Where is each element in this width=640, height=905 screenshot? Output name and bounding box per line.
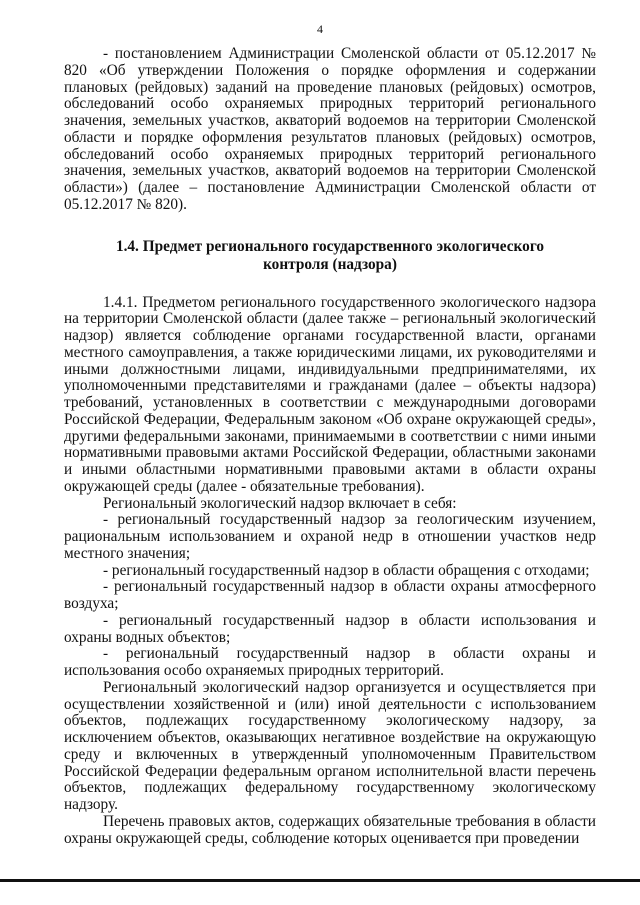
paragraph-organization: Региональный экологический надзор организуется и осуществляется при осуществлении хозяйственной и (или) иной деятельности с использованием объектов, подлежащих государственному экологическому надзору, за исключением объектов, оказывающих негативное воздействие на окружающую среду и включенных в утвержденный уполномоченным Правительством Российской Федерации федеральным органом исполнительной власти перечень объектов, подлежащих федеральному государственному экологическому надзору. (64, 678, 596, 813)
section-heading: 1.4. Предмет регионального государственного экологического контроля (надзора) (115, 237, 545, 273)
page-number: 4 (317, 22, 323, 36)
bottom-rule (0, 879, 640, 882)
list-item-air: - региональный государственный надзор в области охраны атмосферного воздуха; (64, 578, 596, 612)
intro-paragraph: - постановлением Администрации Смоленской области от 05.12.2017 № 820 «Об утверждении Положения о порядке оформления и содержании плановых (рейдовых) заданий на проведение плановых (рейдовых) осмотров, обследований особо охраняемых природных территорий регионального значения, земельных участков, акваторий водоемов на территории Смоленской области и порядке оформления результатов плановых (рейдовых) осмотров, обследований особо охраняемых природных территорий регионального значения, земельных участков, акваторий водоемов на территории Смоленской области») (далее – постановление Администрации Смоленской области от 05.12.2017 № 820). (64, 45, 596, 213)
list-item-waste: - региональный государственный надзор в области обращения с отходами; (103, 561, 590, 579)
list-item-protected-areas: - региональный государственный надзор в области охраны и использования особо охраняемых природных территорий. (64, 645, 596, 679)
paragraph-1-4-1: 1.4.1. Предметом регионального государственного экологического надзора на территории Смоленской области (далее также – региональный экологический надзор) является соблюдение органами государственной власти, органами местного самоуправления, а также юридическими лицами, их руководителями и иными должностными лицами, индивидуальными предпринимателями, их уполномоченными представителями и гражданами (далее – объекты надзора) требований, установленных в соответствии с международными договорами Российской Федерации, Федеральным законом «Об охране окружающей среды», другими федеральными законами, принимаемыми в соответствии с ними иными нормативными правовыми актами Российской Федерации, областными законами и иными областными нормативными правовыми актами в области охраны окружающей среды (далее - обязательные требования). (64, 293, 596, 495)
list-item-water: - региональный государственный надзор в области использования и охраны водных объектов; (64, 611, 596, 646)
list-item-subsoil: - региональный государственный надзор за геологическим изучением, рациональным использованием и охраной недр в отношении участков недр местного значения; (64, 511, 596, 562)
paragraph-legal-acts: Перечень правовых актов, содержащих обязательные требования в области охраны окружающей среды, соблюдение которых оценивается при проведении (64, 812, 596, 847)
paragraph-includes: Региональный экологический надзор включает в себя: (103, 494, 457, 512)
document-body (64, 46, 596, 847)
